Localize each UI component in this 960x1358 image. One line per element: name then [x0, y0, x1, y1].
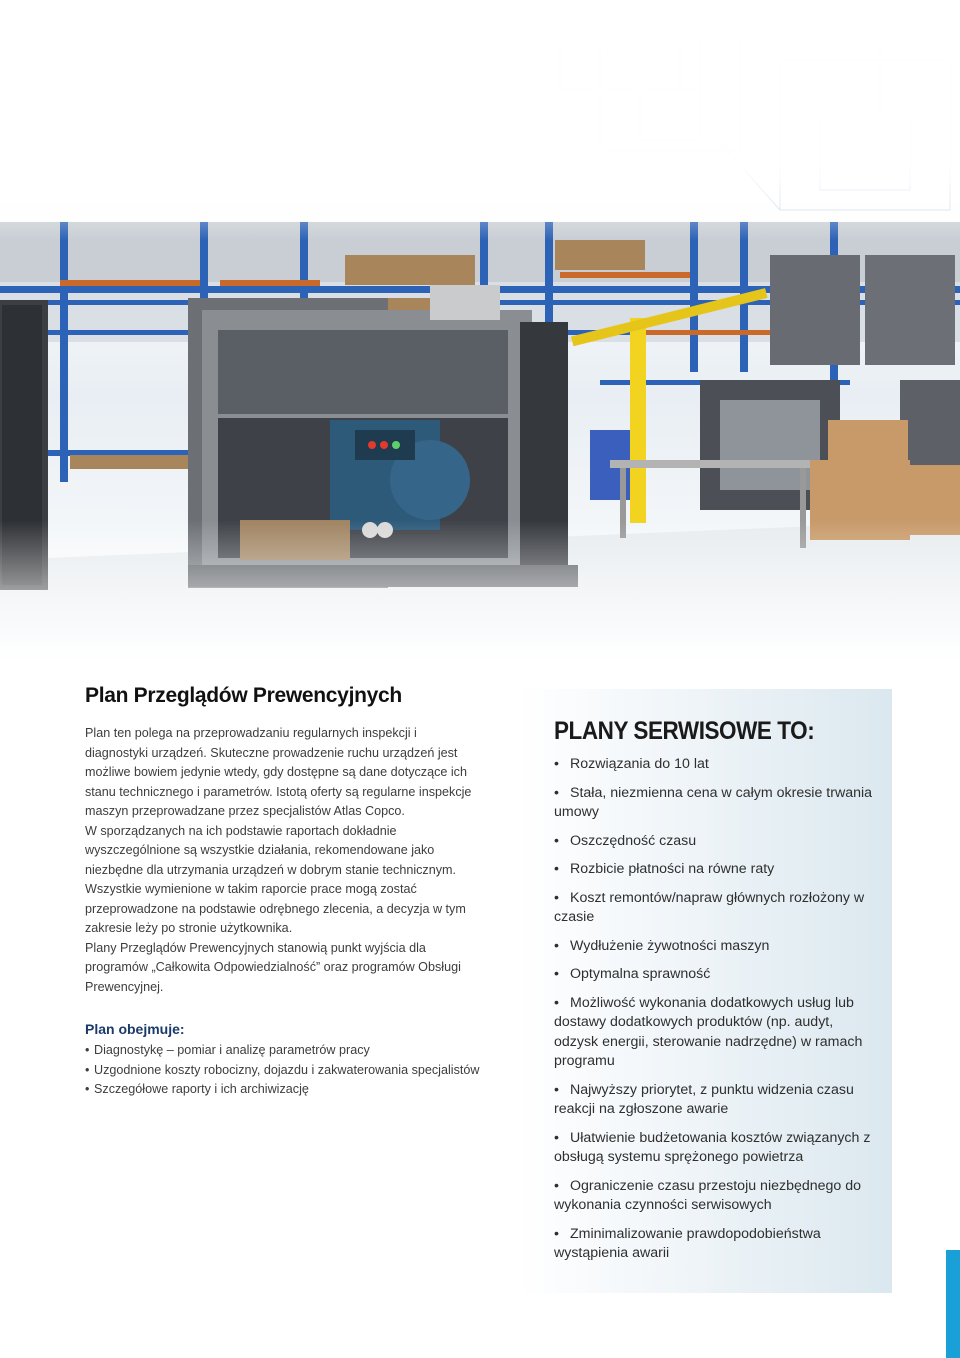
bullet-icon: •: [554, 1129, 559, 1146]
accent-strip: [946, 1250, 960, 1358]
bullet-icon: •: [554, 784, 559, 801]
paragraph: W sporządzanych na ich podstawie raportach dokładnie wyszczególnione są wszystkie działania, rekomendowane jako niezbędne dla utrzymania urządzeń w dobrym stanie technicznym.: [85, 823, 457, 877]
bullet-icon: •: [85, 1082, 90, 1096]
paragraph: Plany Przeglądów Prewencyjnych stanowią punkt wyjścia dla programów „Całkowita Odpowiedzialność” oraz programów Obsługi Prewencyjnej.: [85, 940, 461, 994]
body-text: [85, 724, 480, 997]
hero-photo: [0, 0, 960, 660]
bullet-icon: •: [85, 1043, 90, 1057]
list-item: • Wydłużenie żywotności maszyn: [554, 937, 874, 957]
bullet-icon: •: [554, 1225, 559, 1242]
list-item: • Ułatwienie budżetowania kosztów związanych z obsługą systemu sprężonego powietrza: [554, 1129, 871, 1165]
bullet-icon: •: [554, 756, 559, 772]
paragraph: Plan ten polega na przeprowadzaniu regularnych inspekcji i diagnostyki urządzeń. Skuteczne prowadzenie ruchu urządzeń jest możliwe bowiem jedynie wtedy, gdy dostępne są dane dotyczące ich stanu technicznego i parametrów. Istotą oferty są regularne inspekcje maszyn przeprowadzane przez specjalistów Atlas Copco.: [85, 726, 472, 818]
hero-top-fade: [0, 0, 960, 240]
bullet-icon: •: [554, 832, 559, 849]
paragraph: Wszystkie wymienione w takim raporcie prace mogą zostać przeprowadzone na podstawie odrębnego zlecenia, a decyzja w tym zakresie leży po stronie użytkownika.: [85, 882, 466, 935]
panel-title: PLANY SERWISOWE TO:: [554, 717, 815, 745]
yellow-crane: [630, 318, 646, 523]
list-item: • Możliwość wykonania dodatkowych usług lub dostawy dodatkowych produktów (np. audyt, odzysk energii, sterowanie nadrzędne) w ramach programu: [554, 994, 863, 1069]
bullet-icon: •: [554, 889, 559, 906]
list-item: • Zminimalizowanie prawdopodobieństwa wystąpienia awarii: [554, 1225, 821, 1261]
bullet-icon: •: [554, 937, 559, 954]
list-item: • Rozbicie płatności na równe raty: [554, 860, 874, 880]
list-item: • Oszczędność czasu: [554, 832, 874, 852]
list-item: • Stała, niezmienna cena w całym okresie trwania umowy: [554, 784, 873, 820]
list-item: • Diagnostykę – pomiar i analizę parametrów pracy: [85, 1041, 480, 1061]
plan-subheading: Plan obejmuje:: [85, 1021, 185, 1037]
list-item: • Koszt remontów/napraw głównych rozłożony w czasie: [554, 889, 865, 925]
list-item: • Najwyższy priorytet, z punktu widzenia czasu reakcji na zgłoszone awarie: [554, 1081, 854, 1117]
plan-list: [85, 1041, 480, 1100]
left-column: [85, 684, 480, 1100]
hero-bottom-fade: [0, 520, 960, 660]
list-item: • Optymalna sprawność: [554, 965, 874, 985]
bullet-icon: •: [554, 1081, 559, 1098]
list-item: • Uzgodnione koszty robocizny, dojazdu i zakwaterowania specjalistów: [85, 1061, 480, 1081]
bullet-icon: •: [554, 1177, 559, 1194]
list-item: • Szczegółowe raporty i ich archiwizację: [85, 1080, 480, 1100]
list-item: • Ograniczenie czasu przestoju niezbędnego do wykonania czynności serwisowych: [554, 1177, 862, 1213]
list-item: • Rozwiązania do 10 lat: [554, 755, 874, 775]
service-plans-panel: [518, 689, 892, 1293]
bullet-icon: •: [554, 966, 559, 982]
bullet-icon: •: [554, 994, 559, 1011]
page-title: Plan Przeglądów Prewencyjnych: [85, 684, 402, 707]
bullet-icon: •: [85, 1062, 90, 1077]
bullet-icon: •: [554, 861, 559, 877]
service-list: [554, 755, 874, 1273]
